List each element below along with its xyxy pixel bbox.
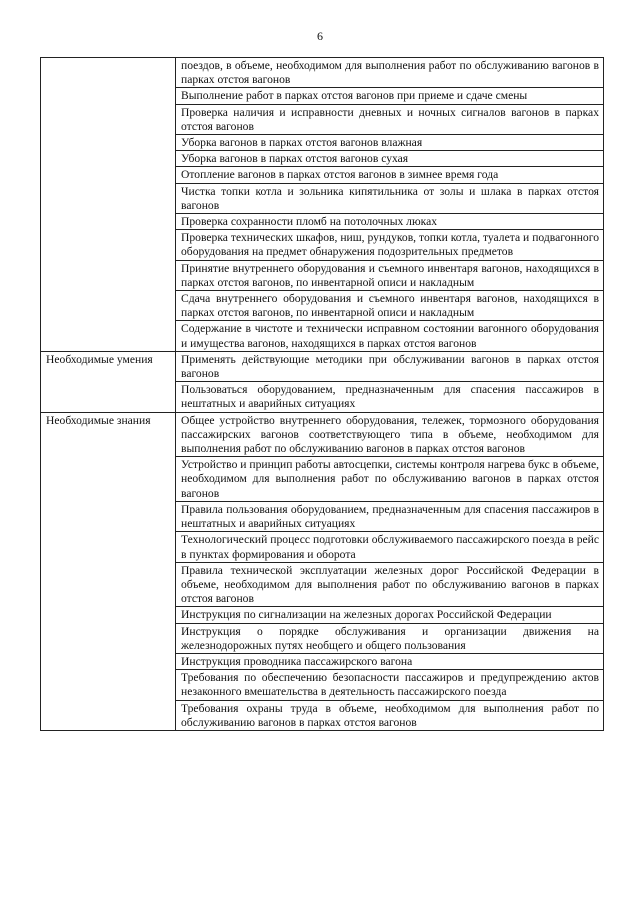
requirement-item: Проверка наличия и исправности дневных и ночных сигналов вагонов в парках отстоя вагонов <box>176 104 604 134</box>
requirement-item: Инструкция проводника пассажирского вагона <box>176 653 604 669</box>
requirement-item: Отопление вагонов в парках отстоя вагонов в зимнее время года <box>176 167 604 183</box>
requirement-item: Применять действующие методики при обслуживании вагонов в парках отстоя вагонов <box>176 351 604 381</box>
requirement-item: Правила пользования оборудованием, предназначенным для спасения пассажиров в нештатных и аварийных ситуациях <box>176 501 604 531</box>
requirement-item: Принятие внутреннего оборудования и съемного инвентаря вагонов, находящихся в парках отстоя вагонов, по инвентарной описи и накладным <box>176 260 604 290</box>
requirement-item: Уборка вагонов в парках отстоя вагонов влажная <box>176 135 604 151</box>
requirement-item: Устройство и принцип работы автосцепки, системы контроля нагрева букс в объеме, необходимом для выполнения работ по обслуживанию вагонов в парках отстоя вагонов <box>176 457 604 502</box>
requirement-item: Требования охраны труда в объеме, необходимом для выполнения работ по обслуживанию вагонов в парках отстоя вагонов <box>176 700 604 730</box>
requirement-item: Требования по обеспечению безопасности пассажиров и предупреждению актов незаконного вмешательства в деятельность пассажирского поезда <box>176 670 604 700</box>
requirement-item: Содержание в чистоте и технически исправном состоянии вагонного оборудования и имущества вагонов, находящихся в парках отстоя вагонов <box>176 321 604 351</box>
requirement-item: Инструкция о порядке обслуживания и организации движения на железнодорожных путях необщего и общего пользования <box>176 623 604 653</box>
requirement-item: Проверка технических шкафов, ниш, рундуков, топки котла, туалета и подвагонного оборудования на предмет обнаружения подозрительных предметов <box>176 230 604 260</box>
requirement-item: Технологический процесс подготовки обслуживаемого пассажирского поезда в рейс в пунктах формирования и оборота <box>176 532 604 562</box>
requirement-item: Сдача внутреннего оборудования и съемного инвентаря вагонов, находящихся в парках отстоя вагонов, по инвентарной описи и накладным <box>176 291 604 321</box>
section-label: Необходимые умения <box>41 351 176 412</box>
requirement-item: Правила технической эксплуатации железных дорог Российской Федерации в объеме, необходимом для выполнения работ по обслуживанию вагонов в парках отстоя вагонов <box>176 562 604 607</box>
table-row <box>41 351 604 381</box>
requirement-item: Общее устройство внутреннего оборудования, тележек, тормозного оборудования пассажирских вагонов соответствующего типа в объеме, необходимом для выполнения работ по обслуживанию вагонов в парках отстоя вагонов <box>176 412 604 457</box>
requirement-item: Уборка вагонов в парках отстоя вагонов сухая <box>176 151 604 167</box>
table-body <box>41 58 604 731</box>
page-number: 6 <box>317 29 323 43</box>
requirement-item: Проверка сохранности пломб на потолочных люках <box>176 214 604 230</box>
requirement-item: Пользоваться оборудованием, предназначенным для спасения пассажиров в нештатных и аварийных ситуациях <box>176 382 604 412</box>
table-row <box>41 58 604 88</box>
requirement-item: Выполнение работ в парках отстоя вагонов при приеме и сдаче смены <box>176 88 604 104</box>
requirement-item: поездов, в объеме, необходимом для выполнения работ по обслуживанию вагонов в парках отстоя вагонов <box>176 58 604 88</box>
section-label: Необходимые знания <box>41 412 176 730</box>
job-requirements-table <box>40 57 604 731</box>
requirement-item: Чистка топки котла и зольника кипятильника от золы и шлака в парках отстоя вагонов <box>176 183 604 213</box>
requirement-item: Инструкция по сигнализации на железных дорогах Российской Федерации <box>176 607 604 623</box>
table-row <box>41 412 604 457</box>
section-label <box>41 58 176 352</box>
